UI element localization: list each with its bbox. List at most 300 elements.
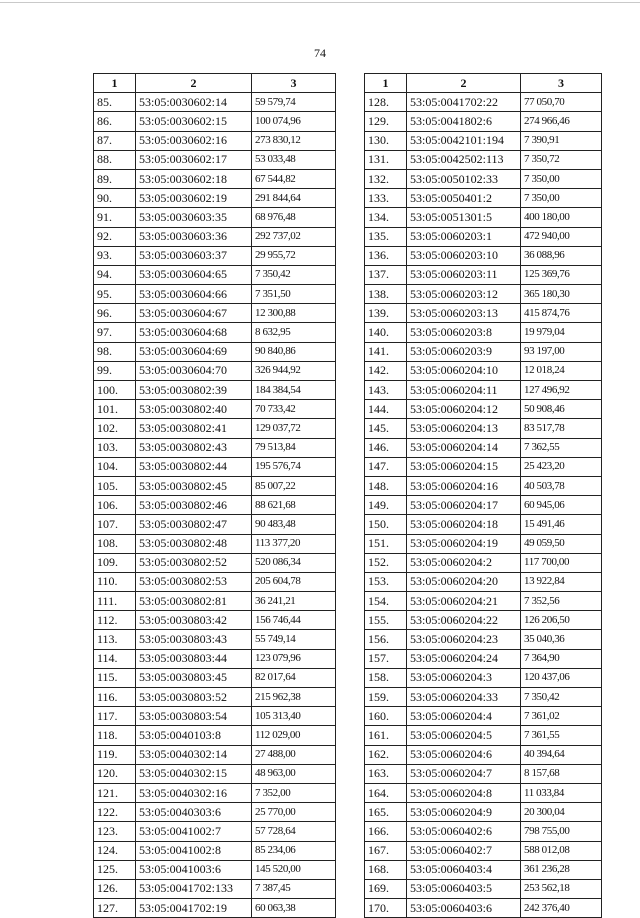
row-number: 98. xyxy=(94,342,136,361)
table-row xyxy=(94,572,336,591)
row-number: 149. xyxy=(365,496,407,515)
cadastral-value: 12 018,24 xyxy=(521,361,602,380)
cadastral-value: 50 908,46 xyxy=(521,400,602,419)
row-number: 139. xyxy=(365,304,407,323)
cadastral-value: 77 050,70 xyxy=(521,93,602,112)
cadastral-value: 60 945,06 xyxy=(521,496,602,515)
row-number: 159. xyxy=(365,688,407,707)
row-number: 152. xyxy=(365,553,407,572)
cadastral-value: 365 180,30 xyxy=(521,285,602,304)
row-number: 155. xyxy=(365,611,407,630)
cadastral-value: 8 157,68 xyxy=(521,764,602,783)
table-row xyxy=(94,745,336,764)
cadastral-value: 8 632,95 xyxy=(252,323,336,342)
cadastral-number: 53:05:0060203:1 xyxy=(407,227,521,246)
cadastral-value: 273 830,12 xyxy=(252,131,336,150)
row-number: 123. xyxy=(94,822,136,841)
row-number: 124. xyxy=(94,841,136,860)
row-number: 160. xyxy=(365,707,407,726)
row-number: 91. xyxy=(94,208,136,227)
table-row xyxy=(94,381,336,400)
row-number: 140. xyxy=(365,323,407,342)
cadastral-number: 53:05:0041002:8 xyxy=(136,841,252,860)
cadastral-value: 126 206,50 xyxy=(521,611,602,630)
table-row xyxy=(94,189,336,208)
table-row xyxy=(94,879,336,898)
row-number: 133. xyxy=(365,189,407,208)
table-row xyxy=(94,611,336,630)
cadastral-value: 123 079,96 xyxy=(252,649,336,668)
cadastral-value: 12 300,88 xyxy=(252,304,336,323)
cadastral-value: 25 423,20 xyxy=(521,457,602,476)
cadastral-value: 15 491,46 xyxy=(521,515,602,534)
row-number: 129. xyxy=(365,112,407,131)
cadastral-value: 29 955,72 xyxy=(252,246,336,265)
cadastral-number: 53:05:0060204:9 xyxy=(407,803,521,822)
cadastral-number: 53:05:0030803:44 xyxy=(136,649,252,668)
cadastral-value: 68 976,48 xyxy=(252,208,336,227)
header-col-1: 1 xyxy=(94,74,136,93)
cadastral-value: 105 313,40 xyxy=(252,707,336,726)
row-number: 169. xyxy=(365,879,407,898)
cadastral-value: 215 962,38 xyxy=(252,688,336,707)
cadastral-value: 85 007,22 xyxy=(252,476,336,495)
row-number: 168. xyxy=(365,860,407,879)
table-row xyxy=(365,822,602,841)
table-row xyxy=(94,707,336,726)
row-number: 122. xyxy=(94,803,136,822)
row-number: 158. xyxy=(365,668,407,687)
cadastral-number: 53:05:0030802:53 xyxy=(136,572,252,591)
table-row xyxy=(365,381,602,400)
row-number: 141. xyxy=(365,342,407,361)
cadastral-value: 25 770,00 xyxy=(252,803,336,822)
table-row xyxy=(94,476,336,495)
row-number: 92. xyxy=(94,227,136,246)
cadastral-number: 53:05:0060204:2 xyxy=(407,553,521,572)
table-row xyxy=(365,400,602,419)
cadastral-number: 53:05:0030604:70 xyxy=(136,361,252,380)
row-number: 102. xyxy=(94,419,136,438)
cadastral-value: 253 562,18 xyxy=(521,879,602,898)
row-number: 163. xyxy=(365,764,407,783)
cadastral-value: 7 351,50 xyxy=(252,285,336,304)
table-row xyxy=(365,457,602,476)
cadastral-number: 53:05:0060204:7 xyxy=(407,764,521,783)
row-number: 166. xyxy=(365,822,407,841)
cadastral-number: 53:05:0060204:22 xyxy=(407,611,521,630)
table-row xyxy=(365,323,602,342)
row-number: 121. xyxy=(94,783,136,802)
row-number: 131. xyxy=(365,150,407,169)
cadastral-number: 53:05:0042502:113 xyxy=(407,150,521,169)
cadastral-number: 53:05:0040302:16 xyxy=(136,783,252,802)
table-row xyxy=(365,879,602,898)
cadastral-value: 361 236,28 xyxy=(521,860,602,879)
cadastral-value: 292 737,02 xyxy=(252,227,336,246)
cadastral-value: 35 040,36 xyxy=(521,630,602,649)
table-row xyxy=(94,400,336,419)
table-row xyxy=(365,707,602,726)
cadastral-number: 53:05:0060204:20 xyxy=(407,572,521,591)
cadastral-value: 400 180,00 xyxy=(521,208,602,227)
table-row xyxy=(94,208,336,227)
cadastral-number: 53:05:0030803:52 xyxy=(136,688,252,707)
cadastral-value: 7 364,90 xyxy=(521,649,602,668)
row-number: 118. xyxy=(94,726,136,745)
row-number: 128. xyxy=(365,93,407,112)
cadastral-number: 53:05:0030802:39 xyxy=(136,381,252,400)
cadastral-value: 79 513,84 xyxy=(252,438,336,457)
row-number: 132. xyxy=(365,169,407,188)
cadastral-value: 85 234,06 xyxy=(252,841,336,860)
cadastral-value: 415 874,76 xyxy=(521,304,602,323)
table-row xyxy=(94,688,336,707)
cadastral-number: 53:05:0030802:46 xyxy=(136,496,252,515)
table-row xyxy=(365,169,602,188)
cadastral-number: 53:05:0030802:81 xyxy=(136,592,252,611)
row-number: 114. xyxy=(94,649,136,668)
table-row xyxy=(365,572,602,591)
table-row xyxy=(365,93,602,112)
row-number: 165. xyxy=(365,803,407,822)
cadastral-number: 53:05:0030803:42 xyxy=(136,611,252,630)
cadastral-number: 53:05:0030604:66 xyxy=(136,285,252,304)
table-row xyxy=(365,553,602,572)
table-header-row xyxy=(365,74,602,93)
table-row xyxy=(94,169,336,188)
table-row xyxy=(94,899,336,918)
table-row xyxy=(94,457,336,476)
cadastral-number: 53:05:0060203:11 xyxy=(407,265,521,284)
table-row xyxy=(365,630,602,649)
header-col-3: 3 xyxy=(521,74,602,93)
table-row xyxy=(94,438,336,457)
cadastral-value: 40 394,64 xyxy=(521,745,602,764)
table-row xyxy=(94,630,336,649)
cadastral-number: 53:05:0030603:36 xyxy=(136,227,252,246)
table-row xyxy=(94,150,336,169)
cadastral-number: 53:05:0060204:5 xyxy=(407,726,521,745)
cadastral-number: 53:05:0051301:5 xyxy=(407,208,521,227)
table-row xyxy=(365,783,602,802)
cadastral-value: 326 944,92 xyxy=(252,361,336,380)
cadastral-number: 53:05:0030603:35 xyxy=(136,208,252,227)
cadastral-value: 7 361,02 xyxy=(521,707,602,726)
cadastral-value: 90 840,86 xyxy=(252,342,336,361)
cadastral-number: 53:05:0030602:17 xyxy=(136,150,252,169)
table-row xyxy=(94,342,336,361)
table-row xyxy=(365,342,602,361)
cadastral-number: 53:05:0030802:41 xyxy=(136,419,252,438)
row-number: 130. xyxy=(365,131,407,150)
table-body xyxy=(365,93,602,918)
table-row xyxy=(94,93,336,112)
row-number: 108. xyxy=(94,534,136,553)
header-col-2: 2 xyxy=(136,74,252,93)
cadastral-value: 520 086,34 xyxy=(252,553,336,572)
cadastral-number: 53:05:0060204:8 xyxy=(407,783,521,802)
cadastral-value: 7 352,56 xyxy=(521,592,602,611)
table-row xyxy=(365,611,602,630)
cadastral-number: 53:05:0060204:13 xyxy=(407,419,521,438)
cadastral-value: 7 350,00 xyxy=(521,189,602,208)
cadastral-value: 7 350,42 xyxy=(521,688,602,707)
table-row xyxy=(94,246,336,265)
row-number: 111. xyxy=(94,592,136,611)
table-row xyxy=(94,515,336,534)
cadastral-value: 120 437,06 xyxy=(521,668,602,687)
cadastral-value: 36 088,96 xyxy=(521,246,602,265)
cadastral-value: 20 300,04 xyxy=(521,803,602,822)
cadastral-value: 19 979,04 xyxy=(521,323,602,342)
cadastral-number: 53:05:0030803:45 xyxy=(136,668,252,687)
cadastral-value: 274 966,46 xyxy=(521,112,602,131)
cadastral-value: 7 350,72 xyxy=(521,150,602,169)
row-number: 95. xyxy=(94,285,136,304)
cadastral-value: 195 576,74 xyxy=(252,457,336,476)
cadastral-value: 48 963,00 xyxy=(252,764,336,783)
cadastral-number: 53:05:0060403:6 xyxy=(407,899,521,918)
cadastral-number: 53:05:0060203:8 xyxy=(407,323,521,342)
cadastral-number: 53:05:0040303:6 xyxy=(136,803,252,822)
cadastral-number: 53:05:0040103:8 xyxy=(136,726,252,745)
row-number: 106. xyxy=(94,496,136,515)
cadastral-value: 145 520,00 xyxy=(252,860,336,879)
row-number: 104. xyxy=(94,457,136,476)
table-row xyxy=(365,899,602,918)
page-number: 74 xyxy=(314,46,326,60)
cadastral-number: 53:05:0030802:45 xyxy=(136,476,252,495)
cadastral-number: 53:05:0060204:15 xyxy=(407,457,521,476)
row-number: 107. xyxy=(94,515,136,534)
cadastral-number: 53:05:0040302:14 xyxy=(136,745,252,764)
cadastral-value: 125 369,76 xyxy=(521,265,602,284)
row-number: 109. xyxy=(94,553,136,572)
table-row xyxy=(365,304,602,323)
cadastral-value: 100 074,96 xyxy=(252,112,336,131)
table-left xyxy=(93,73,336,918)
cadastral-number: 53:05:0060204:11 xyxy=(407,381,521,400)
table-row xyxy=(94,783,336,802)
row-number: 88. xyxy=(94,150,136,169)
cadastral-number: 53:05:0050102:33 xyxy=(407,169,521,188)
row-number: 99. xyxy=(94,361,136,380)
cadastral-number: 53:05:0030802:40 xyxy=(136,400,252,419)
table-row xyxy=(94,112,336,131)
row-number: 147. xyxy=(365,457,407,476)
row-number: 96. xyxy=(94,304,136,323)
cadastral-number: 53:05:0030603:37 xyxy=(136,246,252,265)
row-number: 97. xyxy=(94,323,136,342)
cadastral-value: 7 390,91 xyxy=(521,131,602,150)
row-number: 162. xyxy=(365,745,407,764)
table-row xyxy=(365,496,602,515)
cadastral-number: 53:05:0060402:6 xyxy=(407,822,521,841)
row-number: 89. xyxy=(94,169,136,188)
row-number: 153. xyxy=(365,572,407,591)
row-number: 145. xyxy=(365,419,407,438)
cadastral-number: 53:05:0030803:43 xyxy=(136,630,252,649)
row-number: 101. xyxy=(94,400,136,419)
cadastral-number: 53:05:0030802:44 xyxy=(136,457,252,476)
cadastral-value: 184 384,54 xyxy=(252,381,336,400)
row-number: 112. xyxy=(94,611,136,630)
table-row xyxy=(94,285,336,304)
row-number: 143. xyxy=(365,381,407,400)
cadastral-value: 36 241,21 xyxy=(252,592,336,611)
cadastral-number: 53:05:0060403:4 xyxy=(407,860,521,879)
row-number: 151. xyxy=(365,534,407,553)
row-number: 144. xyxy=(365,400,407,419)
cadastral-value: 93 197,00 xyxy=(521,342,602,361)
cadastral-number: 53:05:0041003:6 xyxy=(136,860,252,879)
cadastral-number: 53:05:0060204:4 xyxy=(407,707,521,726)
cadastral-value: 588 012,08 xyxy=(521,841,602,860)
table-row xyxy=(365,688,602,707)
table-row xyxy=(365,208,602,227)
row-number: 94. xyxy=(94,265,136,284)
table-row xyxy=(94,534,336,553)
cadastral-number: 53:05:0060203:13 xyxy=(407,304,521,323)
cadastral-number: 53:05:0030604:68 xyxy=(136,323,252,342)
cadastral-value: 7 361,55 xyxy=(521,726,602,745)
cadastral-number: 53:05:0030602:18 xyxy=(136,169,252,188)
table-row xyxy=(365,764,602,783)
cadastral-number: 53:05:0030604:65 xyxy=(136,265,252,284)
cadastral-number: 53:05:0030802:47 xyxy=(136,515,252,534)
row-number: 120. xyxy=(94,764,136,783)
cadastral-value: 7 352,00 xyxy=(252,783,336,802)
cadastral-number: 53:05:0050401:2 xyxy=(407,189,521,208)
table-row xyxy=(365,150,602,169)
cadastral-number: 53:05:0041702:19 xyxy=(136,899,252,918)
row-number: 138. xyxy=(365,285,407,304)
cadastral-value: 127 496,92 xyxy=(521,381,602,400)
table-row xyxy=(365,668,602,687)
row-number: 110. xyxy=(94,572,136,591)
table-row xyxy=(365,438,602,457)
cadastral-number: 53:05:0060204:21 xyxy=(407,592,521,611)
cadastral-number: 53:05:0041702:133 xyxy=(136,879,252,898)
row-number: 125. xyxy=(94,860,136,879)
row-number: 150. xyxy=(365,515,407,534)
header-col-2: 2 xyxy=(407,74,521,93)
table-row xyxy=(365,189,602,208)
cadastral-number: 53:05:0060204:33 xyxy=(407,688,521,707)
row-number: 127. xyxy=(94,899,136,918)
table-row xyxy=(94,841,336,860)
table-row xyxy=(365,361,602,380)
table-row xyxy=(94,764,336,783)
row-number: 154. xyxy=(365,592,407,611)
row-number: 85. xyxy=(94,93,136,112)
cadastral-number: 53:05:0030802:48 xyxy=(136,534,252,553)
table-row xyxy=(94,592,336,611)
row-number: 117. xyxy=(94,707,136,726)
cadastral-value: 82 017,64 xyxy=(252,668,336,687)
cadastral-value: 88 621,68 xyxy=(252,496,336,515)
table-row xyxy=(94,419,336,438)
cadastral-value: 57 728,64 xyxy=(252,822,336,841)
cadastral-value: 205 604,78 xyxy=(252,572,336,591)
cadastral-number: 53:05:0040302:15 xyxy=(136,764,252,783)
table-row xyxy=(94,361,336,380)
cadastral-value: 60 063,38 xyxy=(252,899,336,918)
row-number: 115. xyxy=(94,668,136,687)
row-number: 137. xyxy=(365,265,407,284)
cadastral-value: 798 755,00 xyxy=(521,822,602,841)
row-number: 135. xyxy=(365,227,407,246)
cadastral-value: 13 922,84 xyxy=(521,572,602,591)
row-number: 93. xyxy=(94,246,136,265)
table-row xyxy=(365,419,602,438)
table-row xyxy=(94,668,336,687)
table-right xyxy=(364,73,602,918)
cadastral-value: 7 350,42 xyxy=(252,265,336,284)
table-row xyxy=(365,227,602,246)
cadastral-number: 53:05:0060204:12 xyxy=(407,400,521,419)
header-col-3: 3 xyxy=(252,74,336,93)
table-row xyxy=(365,592,602,611)
cadastral-value: 83 517,78 xyxy=(521,419,602,438)
row-number: 148. xyxy=(365,476,407,495)
cadastral-value: 156 746,44 xyxy=(252,611,336,630)
cadastral-number: 53:05:0030802:43 xyxy=(136,438,252,457)
table-row xyxy=(365,726,602,745)
table-row xyxy=(94,131,336,150)
row-number: 142. xyxy=(365,361,407,380)
cadastral-number: 53:05:0060203:12 xyxy=(407,285,521,304)
row-number: 105. xyxy=(94,476,136,495)
row-number: 164. xyxy=(365,783,407,802)
cadastral-number: 53:05:0060204:23 xyxy=(407,630,521,649)
row-number: 119. xyxy=(94,745,136,764)
table-row xyxy=(365,246,602,265)
cadastral-value: 113 377,20 xyxy=(252,534,336,553)
table-row xyxy=(365,265,602,284)
cadastral-number: 53:05:0060402:7 xyxy=(407,841,521,860)
row-number: 167. xyxy=(365,841,407,860)
cadastral-number: 53:05:0060204:14 xyxy=(407,438,521,457)
table-row xyxy=(94,323,336,342)
row-number: 103. xyxy=(94,438,136,457)
table-row xyxy=(365,285,602,304)
cadastral-number: 53:05:0060403:5 xyxy=(407,879,521,898)
cadastral-value: 7 387,45 xyxy=(252,879,336,898)
table-row xyxy=(94,649,336,668)
cadastral-number: 53:05:0041002:7 xyxy=(136,822,252,841)
cadastral-number: 53:05:0030604:67 xyxy=(136,304,252,323)
table-row xyxy=(94,553,336,572)
row-number: 86. xyxy=(94,112,136,131)
table-row xyxy=(365,515,602,534)
cadastral-number: 53:05:0030602:15 xyxy=(136,112,252,131)
cadastral-value: 291 844,64 xyxy=(252,189,336,208)
cadastral-number: 53:05:0060204:24 xyxy=(407,649,521,668)
cadastral-number: 53:05:0060204:3 xyxy=(407,668,521,687)
cadastral-number: 53:05:0030604:69 xyxy=(136,342,252,361)
cadastral-number: 53:05:0041702:22 xyxy=(407,93,521,112)
cadastral-number: 53:05:0060203:10 xyxy=(407,246,521,265)
table-row xyxy=(94,726,336,745)
cadastral-number: 53:05:0030602:19 xyxy=(136,189,252,208)
cadastral-value: 49 059,50 xyxy=(521,534,602,553)
table-row xyxy=(94,227,336,246)
cadastral-number: 53:05:0060204:19 xyxy=(407,534,521,553)
cadastral-number: 53:05:0060204:6 xyxy=(407,745,521,764)
cadastral-number: 53:05:0030602:16 xyxy=(136,131,252,150)
